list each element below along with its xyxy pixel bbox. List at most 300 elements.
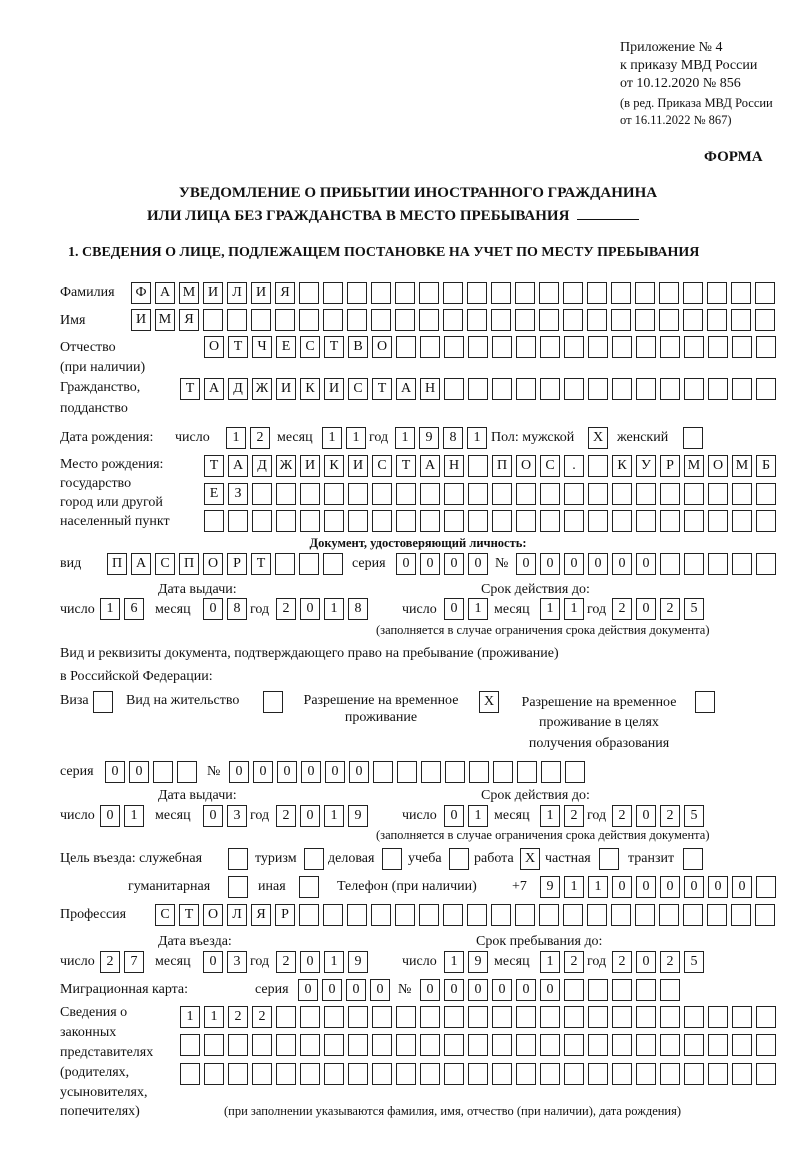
char-box[interactable] <box>755 904 775 926</box>
char-box[interactable]: 8 <box>348 598 368 620</box>
char-box[interactable] <box>444 1034 464 1056</box>
char-box[interactable] <box>324 1006 344 1028</box>
char-box[interactable] <box>444 1006 464 1028</box>
char-box[interactable] <box>732 378 752 400</box>
char-box[interactable] <box>540 510 560 532</box>
birth-day-field[interactable] <box>226 427 270 449</box>
char-box[interactable] <box>252 510 272 532</box>
char-box[interactable] <box>708 553 728 575</box>
char-box[interactable]: Р <box>275 904 295 926</box>
char-box[interactable]: 2 <box>612 805 632 827</box>
char-box[interactable]: 0 <box>325 761 345 783</box>
char-box[interactable] <box>612 483 632 505</box>
char-box[interactable] <box>515 282 535 304</box>
birthplace-field-1[interactable] <box>204 455 776 477</box>
char-box[interactable] <box>540 1034 560 1056</box>
char-box[interactable] <box>323 282 343 304</box>
char-box[interactable]: 1 <box>100 598 120 620</box>
char-box[interactable] <box>468 1063 488 1085</box>
char-box[interactable] <box>756 876 776 898</box>
id-kind-field[interactable] <box>107 553 343 575</box>
char-box[interactable]: 0 <box>203 598 223 620</box>
char-box[interactable] <box>467 904 487 926</box>
right-issue-month-field[interactable] <box>203 805 247 827</box>
name-field[interactable] <box>131 309 775 331</box>
char-box[interactable] <box>228 510 248 532</box>
char-box[interactable]: К <box>612 455 632 477</box>
char-box[interactable] <box>348 483 368 505</box>
char-box[interactable] <box>540 1006 560 1028</box>
char-box[interactable] <box>492 1006 512 1028</box>
char-box[interactable]: Б <box>756 455 776 477</box>
char-box[interactable] <box>419 282 439 304</box>
char-box[interactable] <box>659 309 679 331</box>
char-box[interactable] <box>564 510 584 532</box>
char-box[interactable] <box>420 483 440 505</box>
char-box[interactable] <box>732 483 752 505</box>
char-box[interactable]: А <box>420 455 440 477</box>
char-box[interactable]: О <box>204 336 224 358</box>
char-box[interactable]: 2 <box>612 951 632 973</box>
char-box[interactable]: С <box>540 455 560 477</box>
char-box[interactable] <box>227 309 247 331</box>
char-box[interactable]: 0 <box>100 805 120 827</box>
char-box[interactable] <box>492 1063 512 1085</box>
char-box[interactable] <box>756 1006 776 1028</box>
purpose-transit-checkbox[interactable] <box>683 848 703 870</box>
char-box[interactable] <box>756 336 776 358</box>
char-box[interactable] <box>304 848 324 870</box>
char-box[interactable] <box>372 510 392 532</box>
char-box[interactable]: 1 <box>204 1006 224 1028</box>
migration-number-field[interactable] <box>420 979 680 1001</box>
char-box[interactable] <box>612 979 632 1001</box>
char-box[interactable]: У <box>636 455 656 477</box>
char-box[interactable] <box>684 336 704 358</box>
char-box[interactable]: 1 <box>467 427 487 449</box>
char-box[interactable] <box>492 510 512 532</box>
char-box[interactable]: 1 <box>588 876 608 898</box>
char-box[interactable] <box>347 282 367 304</box>
char-box[interactable] <box>635 904 655 926</box>
patronymic-field[interactable] <box>204 336 776 358</box>
char-box[interactable] <box>684 1006 704 1028</box>
char-box[interactable] <box>323 904 343 926</box>
char-box[interactable] <box>300 483 320 505</box>
char-box[interactable] <box>469 761 489 783</box>
char-box[interactable] <box>756 510 776 532</box>
char-box[interactable] <box>756 1034 776 1056</box>
char-box[interactable]: 2 <box>276 598 296 620</box>
char-box[interactable] <box>755 309 775 331</box>
char-box[interactable]: 1 <box>324 951 344 973</box>
right-valid-day-field[interactable] <box>444 805 488 827</box>
char-box[interactable]: 1 <box>324 598 344 620</box>
char-box[interactable]: 8 <box>443 427 463 449</box>
char-box[interactable] <box>372 483 392 505</box>
char-box[interactable]: 0 <box>468 979 488 1001</box>
char-box[interactable]: X <box>479 691 499 713</box>
char-box[interactable]: 2 <box>660 951 680 973</box>
char-box[interactable] <box>588 455 608 477</box>
reps-field-1[interactable] <box>180 1006 776 1028</box>
visa-checkbox[interactable] <box>93 691 113 713</box>
char-box[interactable]: 0 <box>105 761 125 783</box>
char-box[interactable] <box>468 336 488 358</box>
char-box[interactable] <box>373 761 393 783</box>
char-box[interactable] <box>382 848 402 870</box>
char-box[interactable]: 2 <box>276 805 296 827</box>
char-box[interactable]: А <box>396 378 416 400</box>
char-box[interactable]: Л <box>227 282 247 304</box>
char-box[interactable] <box>564 483 584 505</box>
char-box[interactable]: 0 <box>516 553 536 575</box>
char-box[interactable] <box>252 1063 272 1085</box>
char-box[interactable] <box>732 1034 752 1056</box>
char-box[interactable] <box>732 1063 752 1085</box>
char-box[interactable]: Ф <box>131 282 151 304</box>
id-issue-day-field[interactable] <box>100 598 144 620</box>
char-box[interactable] <box>396 483 416 505</box>
char-box[interactable] <box>612 510 632 532</box>
char-box[interactable]: 1 <box>540 805 560 827</box>
char-box[interactable] <box>611 309 631 331</box>
char-box[interactable] <box>756 483 776 505</box>
char-box[interactable]: О <box>203 553 223 575</box>
char-box[interactable] <box>324 510 344 532</box>
char-box[interactable]: С <box>300 336 320 358</box>
char-box[interactable]: 2 <box>252 1006 272 1028</box>
char-box[interactable]: М <box>684 455 704 477</box>
char-box[interactable]: 1 <box>346 427 366 449</box>
char-box[interactable] <box>684 510 704 532</box>
char-box[interactable] <box>93 691 113 713</box>
char-box[interactable]: 2 <box>276 951 296 973</box>
char-box[interactable] <box>348 1063 368 1085</box>
char-box[interactable] <box>493 761 513 783</box>
char-box[interactable] <box>396 1063 416 1085</box>
char-box[interactable] <box>348 1034 368 1056</box>
char-box[interactable] <box>660 1006 680 1028</box>
char-box[interactable] <box>660 378 680 400</box>
char-box[interactable]: 7 <box>124 951 144 973</box>
char-box[interactable] <box>636 483 656 505</box>
char-box[interactable] <box>588 378 608 400</box>
char-box[interactable]: Е <box>204 483 224 505</box>
char-box[interactable] <box>180 1034 200 1056</box>
char-box[interactable]: Я <box>179 309 199 331</box>
char-box[interactable] <box>660 979 680 1001</box>
char-box[interactable]: . <box>564 455 584 477</box>
char-box[interactable] <box>396 1006 416 1028</box>
char-box[interactable] <box>636 1006 656 1028</box>
char-box[interactable] <box>395 282 415 304</box>
char-box[interactable]: 2 <box>228 1006 248 1028</box>
char-box[interactable]: 9 <box>540 876 560 898</box>
char-box[interactable]: Я <box>251 904 271 926</box>
char-box[interactable] <box>299 553 319 575</box>
char-box[interactable]: Е <box>276 336 296 358</box>
char-box[interactable]: П <box>492 455 512 477</box>
char-box[interactable] <box>660 336 680 358</box>
char-box[interactable] <box>516 510 536 532</box>
char-box[interactable]: 0 <box>300 951 320 973</box>
birth-year-field[interactable] <box>395 427 487 449</box>
char-box[interactable]: 1 <box>468 598 488 620</box>
char-box[interactable] <box>299 282 319 304</box>
char-box[interactable]: О <box>708 455 728 477</box>
char-box[interactable]: Д <box>252 455 272 477</box>
char-box[interactable]: 0 <box>253 761 273 783</box>
char-box[interactable] <box>683 282 703 304</box>
char-box[interactable] <box>611 904 631 926</box>
char-box[interactable] <box>516 336 536 358</box>
char-box[interactable]: Р <box>227 553 247 575</box>
char-box[interactable] <box>636 510 656 532</box>
char-box[interactable]: 0 <box>516 979 536 1001</box>
char-box[interactable] <box>708 1006 728 1028</box>
char-box[interactable] <box>177 761 197 783</box>
char-box[interactable] <box>539 904 559 926</box>
char-box[interactable] <box>564 979 584 1001</box>
char-box[interactable] <box>180 1063 200 1085</box>
char-box[interactable]: 2 <box>100 951 120 973</box>
char-box[interactable]: 0 <box>298 979 318 1001</box>
char-box[interactable] <box>300 1034 320 1056</box>
char-box[interactable] <box>420 1034 440 1056</box>
char-box[interactable] <box>491 309 511 331</box>
purpose-study-checkbox[interactable] <box>449 848 469 870</box>
char-box[interactable] <box>588 1063 608 1085</box>
char-box[interactable] <box>516 378 536 400</box>
char-box[interactable] <box>323 309 343 331</box>
sex-female-checkbox[interactable] <box>683 427 703 449</box>
right-valid-year-field[interactable] <box>612 805 704 827</box>
char-box[interactable] <box>204 1034 224 1056</box>
char-box[interactable]: 5 <box>684 598 704 620</box>
char-box[interactable]: 0 <box>636 805 656 827</box>
char-box[interactable]: Ж <box>276 455 296 477</box>
char-box[interactable] <box>468 483 488 505</box>
char-box[interactable] <box>371 309 391 331</box>
char-box[interactable]: И <box>324 378 344 400</box>
char-box[interactable]: 0 <box>420 979 440 1001</box>
char-box[interactable] <box>468 1006 488 1028</box>
char-box[interactable] <box>444 1063 464 1085</box>
char-box[interactable] <box>732 553 752 575</box>
char-box[interactable] <box>371 282 391 304</box>
char-box[interactable] <box>300 1063 320 1085</box>
char-box[interactable]: 0 <box>540 979 560 1001</box>
char-box[interactable] <box>540 483 560 505</box>
char-box[interactable] <box>275 553 295 575</box>
char-box[interactable]: 0 <box>636 876 656 898</box>
purpose-other-checkbox[interactable] <box>299 876 319 898</box>
char-box[interactable] <box>276 483 296 505</box>
char-box[interactable] <box>515 309 535 331</box>
char-box[interactable] <box>540 1063 560 1085</box>
char-box[interactable]: 0 <box>564 553 584 575</box>
char-box[interactable] <box>228 1034 248 1056</box>
char-box[interactable] <box>611 282 631 304</box>
char-box[interactable] <box>708 1063 728 1085</box>
char-box[interactable]: 0 <box>612 553 632 575</box>
char-box[interactable]: К <box>300 378 320 400</box>
char-box[interactable]: 0 <box>612 876 632 898</box>
char-box[interactable] <box>684 378 704 400</box>
char-box[interactable]: Т <box>324 336 344 358</box>
char-box[interactable] <box>491 282 511 304</box>
char-box[interactable]: И <box>203 282 223 304</box>
char-box[interactable]: О <box>203 904 223 926</box>
char-box[interactable] <box>660 483 680 505</box>
char-box[interactable]: В <box>348 336 368 358</box>
char-box[interactable] <box>708 378 728 400</box>
char-box[interactable] <box>564 1006 584 1028</box>
char-box[interactable]: 0 <box>420 553 440 575</box>
char-box[interactable] <box>420 1006 440 1028</box>
char-box[interactable]: 0 <box>444 805 464 827</box>
char-box[interactable] <box>299 309 319 331</box>
stay-day-field[interactable] <box>444 951 488 973</box>
char-box[interactable]: 0 <box>346 979 366 1001</box>
id-valid-day-field[interactable] <box>444 598 488 620</box>
char-box[interactable] <box>276 510 296 532</box>
char-box[interactable]: С <box>155 904 175 926</box>
char-box[interactable] <box>539 309 559 331</box>
char-box[interactable]: Т <box>180 378 200 400</box>
char-box[interactable]: Р <box>660 455 680 477</box>
char-box[interactable]: И <box>276 378 296 400</box>
char-box[interactable]: 0 <box>370 979 390 1001</box>
char-box[interactable] <box>540 336 560 358</box>
char-box[interactable] <box>468 378 488 400</box>
right-issue-day-field[interactable] <box>100 805 144 827</box>
char-box[interactable]: А <box>131 553 151 575</box>
char-box[interactable]: 3 <box>227 951 247 973</box>
char-box[interactable]: О <box>516 455 536 477</box>
char-box[interactable]: 0 <box>277 761 297 783</box>
char-box[interactable] <box>396 510 416 532</box>
char-box[interactable]: Т <box>204 455 224 477</box>
char-box[interactable]: И <box>131 309 151 331</box>
char-box[interactable]: 0 <box>492 979 512 1001</box>
right-valid-month-field[interactable] <box>540 805 584 827</box>
char-box[interactable] <box>347 309 367 331</box>
right-issue-year-field[interactable] <box>276 805 368 827</box>
char-box[interactable]: Т <box>372 378 392 400</box>
char-box[interactable] <box>444 483 464 505</box>
char-box[interactable]: 0 <box>636 598 656 620</box>
char-box[interactable] <box>563 904 583 926</box>
char-box[interactable] <box>708 483 728 505</box>
char-box[interactable]: Н <box>444 455 464 477</box>
char-box[interactable]: 1 <box>324 805 344 827</box>
char-box[interactable]: Т <box>396 455 416 477</box>
char-box[interactable]: М <box>732 455 752 477</box>
char-box[interactable] <box>756 1063 776 1085</box>
char-box[interactable]: 9 <box>348 951 368 973</box>
char-box[interactable] <box>565 761 585 783</box>
char-box[interactable] <box>492 378 512 400</box>
char-box[interactable]: Т <box>228 336 248 358</box>
temp-permit-checkbox[interactable] <box>479 691 499 713</box>
char-box[interactable] <box>756 378 776 400</box>
char-box[interactable]: 0 <box>540 553 560 575</box>
char-box[interactable] <box>588 510 608 532</box>
char-box[interactable] <box>731 904 751 926</box>
char-box[interactable]: Л <box>227 904 247 926</box>
citizenship-field[interactable] <box>180 378 776 400</box>
char-box[interactable]: И <box>300 455 320 477</box>
char-box[interactable] <box>324 1063 344 1085</box>
char-box[interactable] <box>707 309 727 331</box>
char-box[interactable] <box>251 309 271 331</box>
char-box[interactable]: 0 <box>203 805 223 827</box>
purpose-business-checkbox[interactable] <box>382 848 402 870</box>
char-box[interactable] <box>516 483 536 505</box>
char-box[interactable] <box>683 848 703 870</box>
right-series-field[interactable] <box>105 761 197 783</box>
char-box[interactable] <box>492 1034 512 1056</box>
char-box[interactable]: 1 <box>540 951 560 973</box>
char-box[interactable] <box>444 510 464 532</box>
char-box[interactable]: 0 <box>660 876 680 898</box>
char-box[interactable] <box>659 904 679 926</box>
char-box[interactable]: 1 <box>564 598 584 620</box>
char-box[interactable] <box>756 553 776 575</box>
char-box[interactable] <box>516 1006 536 1028</box>
char-box[interactable]: 0 <box>468 553 488 575</box>
char-box[interactable]: X <box>588 427 608 449</box>
char-box[interactable]: И <box>251 282 271 304</box>
char-box[interactable] <box>539 282 559 304</box>
char-box[interactable] <box>347 904 367 926</box>
char-box[interactable] <box>660 510 680 532</box>
char-box[interactable] <box>204 1063 224 1085</box>
char-box[interactable] <box>684 1063 704 1085</box>
char-box[interactable]: 0 <box>300 598 320 620</box>
char-box[interactable] <box>516 1063 536 1085</box>
char-box[interactable]: 0 <box>396 553 416 575</box>
char-box[interactable] <box>564 336 584 358</box>
char-box[interactable] <box>660 1063 680 1085</box>
char-box[interactable] <box>588 979 608 1001</box>
char-box[interactable]: С <box>348 378 368 400</box>
char-box[interactable] <box>612 1063 632 1085</box>
char-box[interactable]: 9 <box>348 805 368 827</box>
char-box[interactable] <box>324 1034 344 1056</box>
char-box[interactable] <box>228 848 248 870</box>
char-box[interactable] <box>707 904 727 926</box>
char-box[interactable] <box>492 483 512 505</box>
char-box[interactable] <box>449 848 469 870</box>
residence-permit-checkbox[interactable] <box>263 691 283 713</box>
char-box[interactable]: Д <box>228 378 248 400</box>
birthplace-field-2[interactable] <box>204 483 776 505</box>
char-box[interactable] <box>695 691 715 713</box>
char-box[interactable]: 0 <box>444 598 464 620</box>
id-valid-year-field[interactable] <box>612 598 704 620</box>
char-box[interactable] <box>263 691 283 713</box>
char-box[interactable] <box>396 1034 416 1056</box>
char-box[interactable]: 8 <box>227 598 247 620</box>
char-box[interactable] <box>397 761 417 783</box>
entry-month-field[interactable] <box>203 951 247 973</box>
char-box[interactable]: 5 <box>684 951 704 973</box>
char-box[interactable] <box>636 979 656 1001</box>
char-box[interactable] <box>564 1063 584 1085</box>
